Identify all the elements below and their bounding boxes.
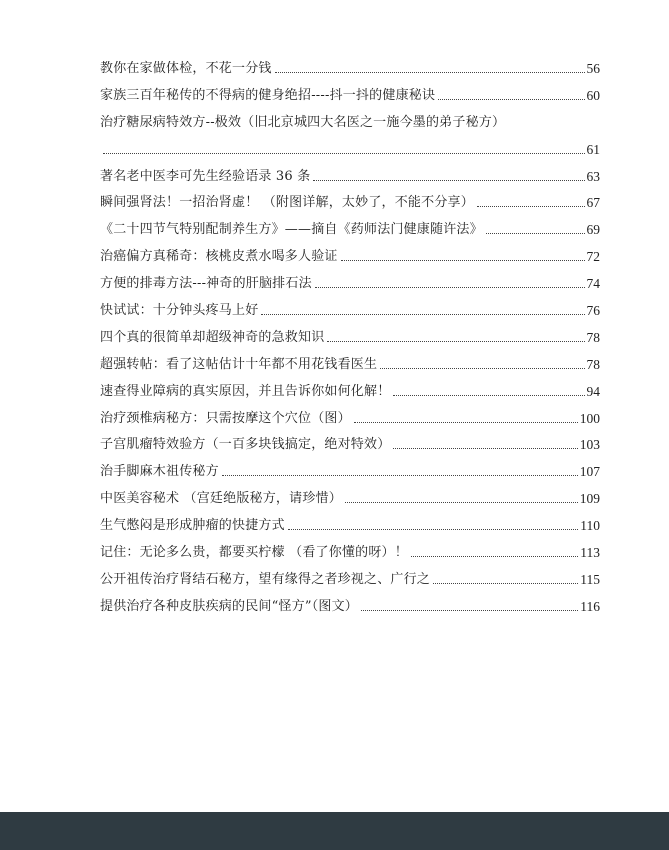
toc-entry[interactable] xyxy=(100,319,600,346)
toc-entry-title: 生气憋闷是形成肿瘤的快捷方式 xyxy=(100,518,285,534)
toc-entry-page-number: 103 xyxy=(579,437,600,453)
toc-entry[interactable] xyxy=(100,453,600,480)
toc-dot-leader xyxy=(477,206,585,207)
toc-dot-leader xyxy=(103,153,585,154)
toc-entry[interactable] xyxy=(100,104,600,131)
toc-entry[interactable] xyxy=(100,507,600,534)
toc-entry-page-number: 63 xyxy=(586,168,600,184)
toc-dot-leader xyxy=(380,368,584,369)
toc-entry-title: 瞬间强肾法！一招治肾虚！ （附图详解，太妙了，不能不分享） xyxy=(100,195,474,211)
toc-dot-leader xyxy=(438,99,584,100)
toc-entry[interactable] xyxy=(100,238,600,265)
toc-entry-page-number: 78 xyxy=(586,356,600,372)
toc-entry[interactable] xyxy=(100,131,600,158)
toc-entry-page-number: 60 xyxy=(586,87,600,103)
toc-entry-page-number: 113 xyxy=(580,545,600,561)
toc-entry-title: 教你在家做体检，不花一分钱 xyxy=(100,60,272,76)
toc-dot-leader xyxy=(486,233,585,234)
toc-entry-page-number: 100 xyxy=(579,410,600,426)
toc-entry-page-number: 109 xyxy=(579,491,600,507)
toc-entry-title: 记住：无论多么贵，都要买柠檬 （看了你懂的呀）！ xyxy=(100,545,408,561)
toc-entry[interactable] xyxy=(100,373,600,400)
toc-entry-title: 治癌偏方真稀奇：核桃皮煮水喝多人验证 xyxy=(100,249,338,265)
toc-entry[interactable] xyxy=(100,211,600,238)
toc-dot-leader xyxy=(288,529,578,530)
toc-dot-leader xyxy=(275,72,585,73)
toc-entry[interactable] xyxy=(100,50,600,77)
toc-entry-title: 提供治疗各种皮肤疾病的民间“怪方”（图文） xyxy=(100,598,358,614)
toc-entry-page-number: 67 xyxy=(586,195,600,211)
toc-entry-title: 家族三百年秘传的不得病的健身绝招----抖一抖的健康秘诀 xyxy=(100,87,436,103)
toc-entry[interactable] xyxy=(100,400,600,427)
toc-entry-title: 方便的排毒方法---神奇的肝脑排石法 xyxy=(100,276,312,292)
toc-entry-title: 治手脚麻木祖传秘方 xyxy=(100,464,219,480)
toc-entry-page-number: 94 xyxy=(586,383,600,399)
toc-entry-page-number: 76 xyxy=(586,303,600,319)
toc-dot-leader xyxy=(261,314,584,315)
toc-dot-leader xyxy=(222,475,578,476)
toc-entry[interactable] xyxy=(100,534,600,561)
toc-entry-title: 公开祖传治疗肾结石秘方，望有缘得之者珍视之、广行之 xyxy=(100,571,431,587)
toc-entry[interactable] xyxy=(100,561,600,588)
toc-entry-page-number: 110 xyxy=(580,518,600,534)
toc-entry-page-number: 56 xyxy=(586,60,600,76)
toc-entry-page-number: 116 xyxy=(580,598,600,614)
toc-entry[interactable] xyxy=(100,185,600,212)
toc-entry-page-number: 72 xyxy=(586,249,600,265)
toc-dot-leader xyxy=(433,583,578,584)
toc-entry[interactable] xyxy=(100,158,600,185)
toc-entry-page-number: 78 xyxy=(586,329,600,345)
toc-entry-title: 子宫肌瘤特效验方（一百多块钱搞定，绝对特效） xyxy=(100,437,391,453)
toc-entry[interactable] xyxy=(100,346,600,373)
toc-dot-leader xyxy=(315,287,585,288)
toc-entry-page-number: 115 xyxy=(580,571,600,587)
toc-entry-page-number: 61 xyxy=(586,141,600,157)
toc-dot-leader xyxy=(313,180,584,181)
viewer-bottom-bar xyxy=(0,812,669,850)
toc-dot-leader xyxy=(354,422,578,423)
toc-entry[interactable] xyxy=(100,265,600,292)
toc-dot-leader xyxy=(411,556,578,557)
toc-entry-page-number: 69 xyxy=(586,222,600,238)
toc-entry[interactable] xyxy=(100,292,600,319)
toc-entry-title: 四个真的很简单却超级神奇的急救知识 xyxy=(100,329,325,345)
toc-dot-leader xyxy=(327,341,584,342)
toc-entry-title: 中医美容秘术 （宫廷绝版秘方，请珍惜） xyxy=(100,491,342,507)
toc-entry-page-number: 107 xyxy=(579,464,600,480)
toc-entry[interactable] xyxy=(100,427,600,454)
toc-entry-title: 治疗颈椎病秘方：只需按摩这个穴位（图） xyxy=(100,410,351,426)
toc-dot-leader xyxy=(393,395,584,396)
toc-entry-title: 治疗糖尿病特效方--极效（旧北京城四大名医之一施今墨的弟子秘方） xyxy=(100,114,506,130)
toc-entry-title: 超强转帖：看了这帖估计十年都不用花钱看医生 xyxy=(100,356,378,372)
toc-entry[interactable] xyxy=(100,480,600,507)
toc-entry-page-number: 74 xyxy=(586,276,600,292)
toc-entry[interactable] xyxy=(100,77,600,104)
toc-entry-title: 速查得业障病的真实原因，并且告诉你如何化解！ xyxy=(100,383,391,399)
toc-entry[interactable] xyxy=(100,588,600,615)
toc-dot-leader xyxy=(341,260,585,261)
table-of-contents xyxy=(100,50,600,615)
toc-entry-title: 快试试：十分钟头疼马上好 xyxy=(100,303,259,319)
toc-dot-leader xyxy=(393,448,577,449)
toc-entry-title: 《二十四节气特别配制养生方》——摘自《药师法门健康随许法》 xyxy=(100,222,483,238)
toc-dot-leader xyxy=(361,610,578,611)
toc-entry-title: 著名老中医李可先生经验语录 36 条 xyxy=(100,168,311,184)
toc-dot-leader xyxy=(345,502,578,503)
